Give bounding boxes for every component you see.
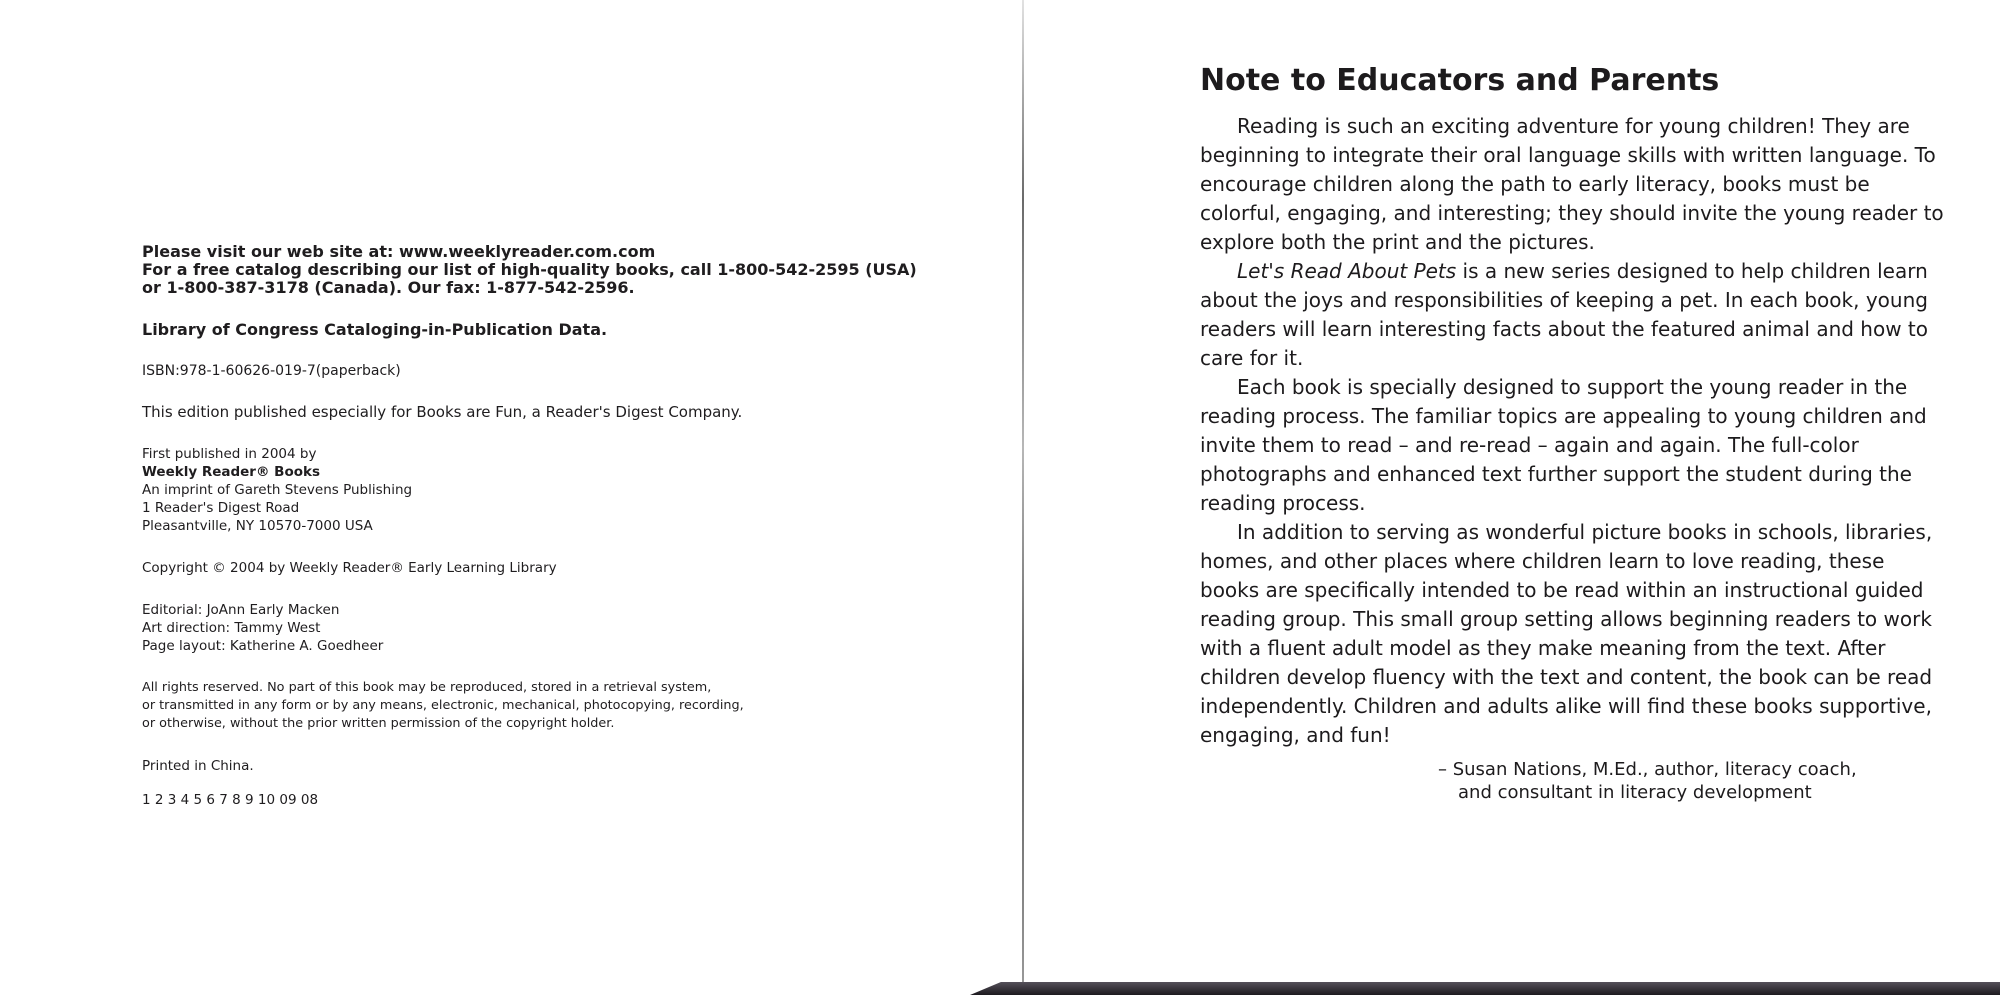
contact-info: [142, 242, 917, 297]
rights-line: All rights reserved. No part of this book may be reproduced, stored in a retrieval system,: [142, 680, 712, 695]
paragraph-4: In addition to serving as wonderful picture books in schools, libraries, homes, and other places where children learn to love reading, these books are specifically intended to be read within an instructional guided reading group. This small group setting allows beginning readers to work with a fluent adult model as they make meaning from the text. After children develop fluency with the text and content, the book can be read independently. Children and adults alike will find these books supportive, engaging, and fun!: [1200, 520, 1933, 747]
catalog-line-2: or 1-800-387-3178 (Canada). Our fax: 1-877-542-2596.: [142, 278, 635, 297]
signature-line-2: and consultant in literacy development: [1458, 782, 1812, 803]
edition-line: This edition published especially for Books are Fun, a Reader's Digest Company.: [142, 403, 743, 421]
credits-block: [142, 601, 902, 655]
page-bottom-shadow: [970, 982, 2000, 995]
rights-line: or otherwise, without the prior written permission of the copyright holder.: [142, 716, 615, 731]
credit-line: Editorial: JoAnn Early Macken: [142, 602, 340, 618]
note-body: [1200, 112, 1945, 750]
rights-block: [142, 679, 902, 733]
catalog-line-1: For a free catalog describing our list of high-quality books, call 1-800-542-2595 (USA): [142, 260, 917, 279]
imprint-block: [142, 242, 917, 809]
note-to-educators: [1200, 60, 1945, 804]
rights-line: or transmitted in any form or by any means, electronic, mechanical, photocopying, recording,: [142, 698, 744, 713]
paragraph-3: Each book is specially designed to support the young reader in the reading process. The familiar topics are appealing to young children and invite them to read – and re-read – again and again. The full-color photographs and enhanced text further support the student during the reading process.: [1200, 375, 1927, 515]
copyright-line: Copyright © 2004 by Weekly Reader® Early Learning Library: [142, 560, 557, 576]
printed-line: Printed in China.: [142, 758, 254, 774]
credit-line: Art direction: Tammy West: [142, 620, 321, 636]
paragraph-2-text: is a new series designed to help children learn about the joys and responsibilities of keeping a pet. In each book, young readers will learn interesting facts about the featured animal and how to care for it.: [1200, 259, 1929, 370]
paragraph-1: Reading is such an exciting adventure for young children! They are beginning to integrate their oral language skills with written language. To encourage children along the path to early literacy, books must be colorful, engaging, and interesting; they should invite the young reader to explore both the print and the pictures.: [1200, 114, 1944, 254]
library-of-congress-line: Library of Congress Cataloging-in-Publication Data.: [142, 320, 608, 339]
note-title: Note to Educators and Parents: [1200, 63, 1720, 98]
website-line: Please visit our web site at: www.weeklyreader.com.com: [142, 242, 656, 261]
print-number-line: 1 2 3 4 5 6 7 8 9 10 09 08: [142, 792, 319, 808]
publisher-line: 1 Reader's Digest Road: [142, 500, 300, 516]
publisher-line: Weekly Reader® Books: [142, 464, 321, 480]
signature-line-1: – Susan Nations, M.Ed., author, literacy coach,: [1438, 759, 1857, 780]
publisher-line: First published in 2004 by: [142, 446, 317, 462]
publisher-line: An imprint of Gareth Stevens Publishing: [142, 482, 413, 498]
credit-line: Page layout: Katherine A. Goedheer: [142, 638, 384, 654]
publisher-line: Pleasantville, NY 10570-7000 USA: [142, 518, 373, 534]
series-name: Let's Read About Pets: [1237, 259, 1457, 283]
publisher-block: [142, 445, 902, 535]
signature: [1200, 758, 1945, 804]
paragraph-2: [1200, 257, 1945, 373]
isbn-line: ISBN:978-1-60626-019-7(paperback): [142, 363, 401, 379]
